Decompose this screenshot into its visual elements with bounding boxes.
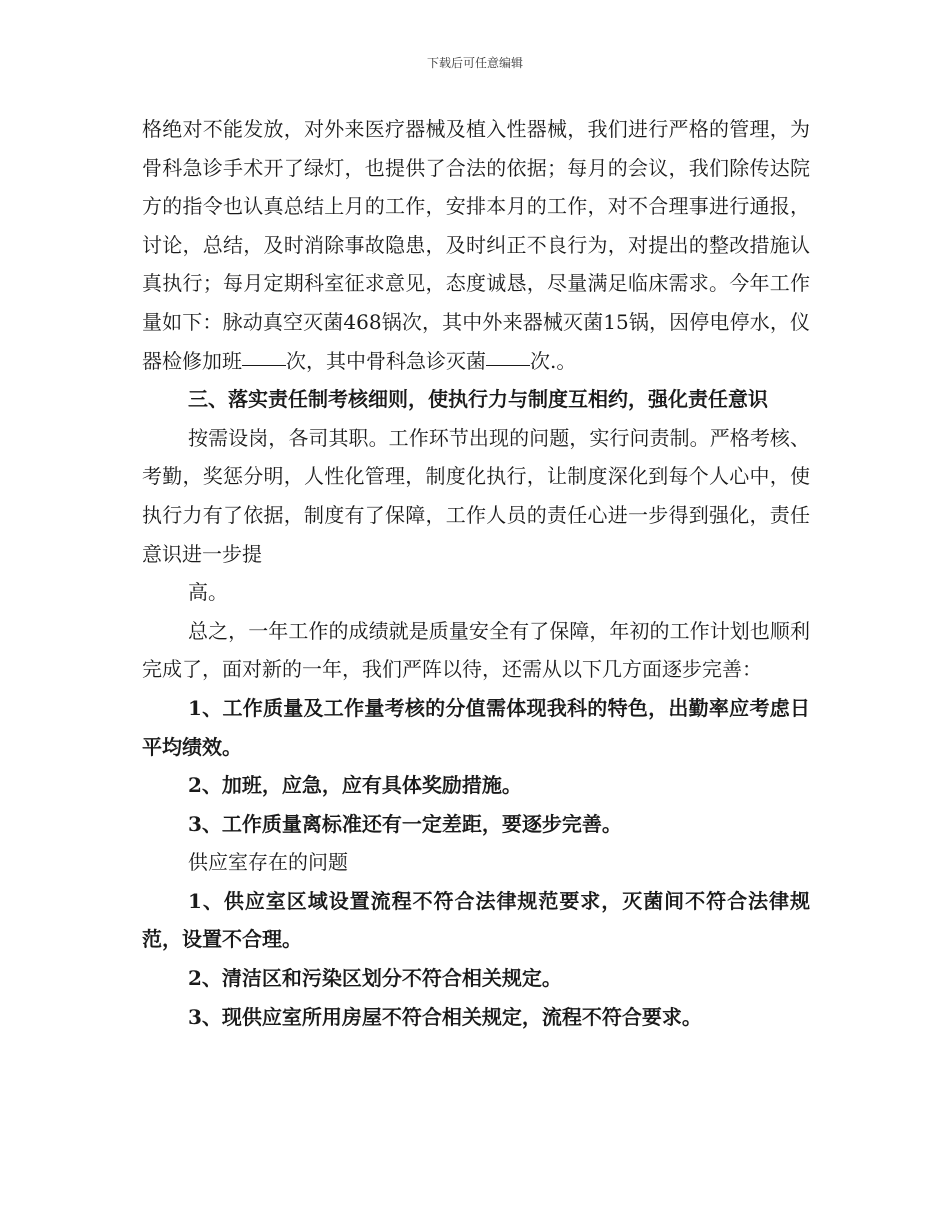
problems-title: 供应室存在的问题: [188, 850, 348, 875]
paragraph-workload-text: 格绝对不能发放，对外来医疗器械及植入性器械，我们进行严格的管理，为骨科急诊手术开了绿灯，也提供了合法的依据；每月的会议，我们除传达院方的指令也认真总结上月的工作，安排本月的工作，对不合理事进行通报，讨论，总结，及时消除事故隐患，及时纠正不良行为，对提出的整改措施认真执行；每月定期科室征求意见，态度诚恳，尽量满足临床需求。今年工作量如下：脉动真空灭菌468锅次，其中外来器械灭菌15锅，因停电停水，仪器检修加班: [142, 117, 810, 373]
improve-item-2: 2、加班，应急，应有具体奖励措施。: [188, 773, 522, 798]
problem-item-1: 1、供应室区域设置流程不符合法律规范要求，灭菌间不符合法律规范，设置不合理。: [142, 888, 810, 952]
problem-item-3: 3、现供应室所用房屋不符合相关规定，流程不符合要求。: [188, 1004, 702, 1029]
improve-item-3: 3、工作质量离标准还有一定差距，要逐步完善。: [188, 811, 622, 836]
section-heading-3: 三、落实责任制考核细则，使执行力与制度互相约，强化责任意识: [188, 387, 768, 412]
paragraph-responsibility-cont: 高。: [188, 580, 228, 605]
paragraph-summary: 总之，一年工作的成绩就是质量安全有了保障，年初的工作计划也顺利完成了，面对新的一年，我们严阵以待，还需从以下几方面逐步完善：: [142, 618, 810, 682]
paragraph-workload-mid: 次，其中骨科急诊灭菌: [286, 348, 486, 373]
improve-item-1: 1、工作质量及工作量考核的分值需体现我科的特色，出勤率应考虑日平均绩效。: [142, 695, 810, 759]
paragraph-workload-end: 次.。: [530, 348, 577, 373]
document-body: [142, 110, 810, 1036]
paragraph-workload: [142, 110, 810, 380]
page-header-note: 下载后可任意编辑: [426, 56, 523, 70]
paragraph-responsibility: 按需设岗，各司其职。工作环节出现的问题，实行问责制。严格考核、考勤，奖惩分明，人性化管理，制度化执行，让制度深化到每个人心中，使执行力有了依据，制度有了保障，工作人员的责任心进一步得到强化，责任意识进一步提: [142, 425, 810, 566]
blank-line: [486, 364, 530, 366]
blank-line: [242, 364, 286, 366]
problem-item-2: 2、清洁区和污染区划分不符合相关规定。: [188, 966, 562, 991]
